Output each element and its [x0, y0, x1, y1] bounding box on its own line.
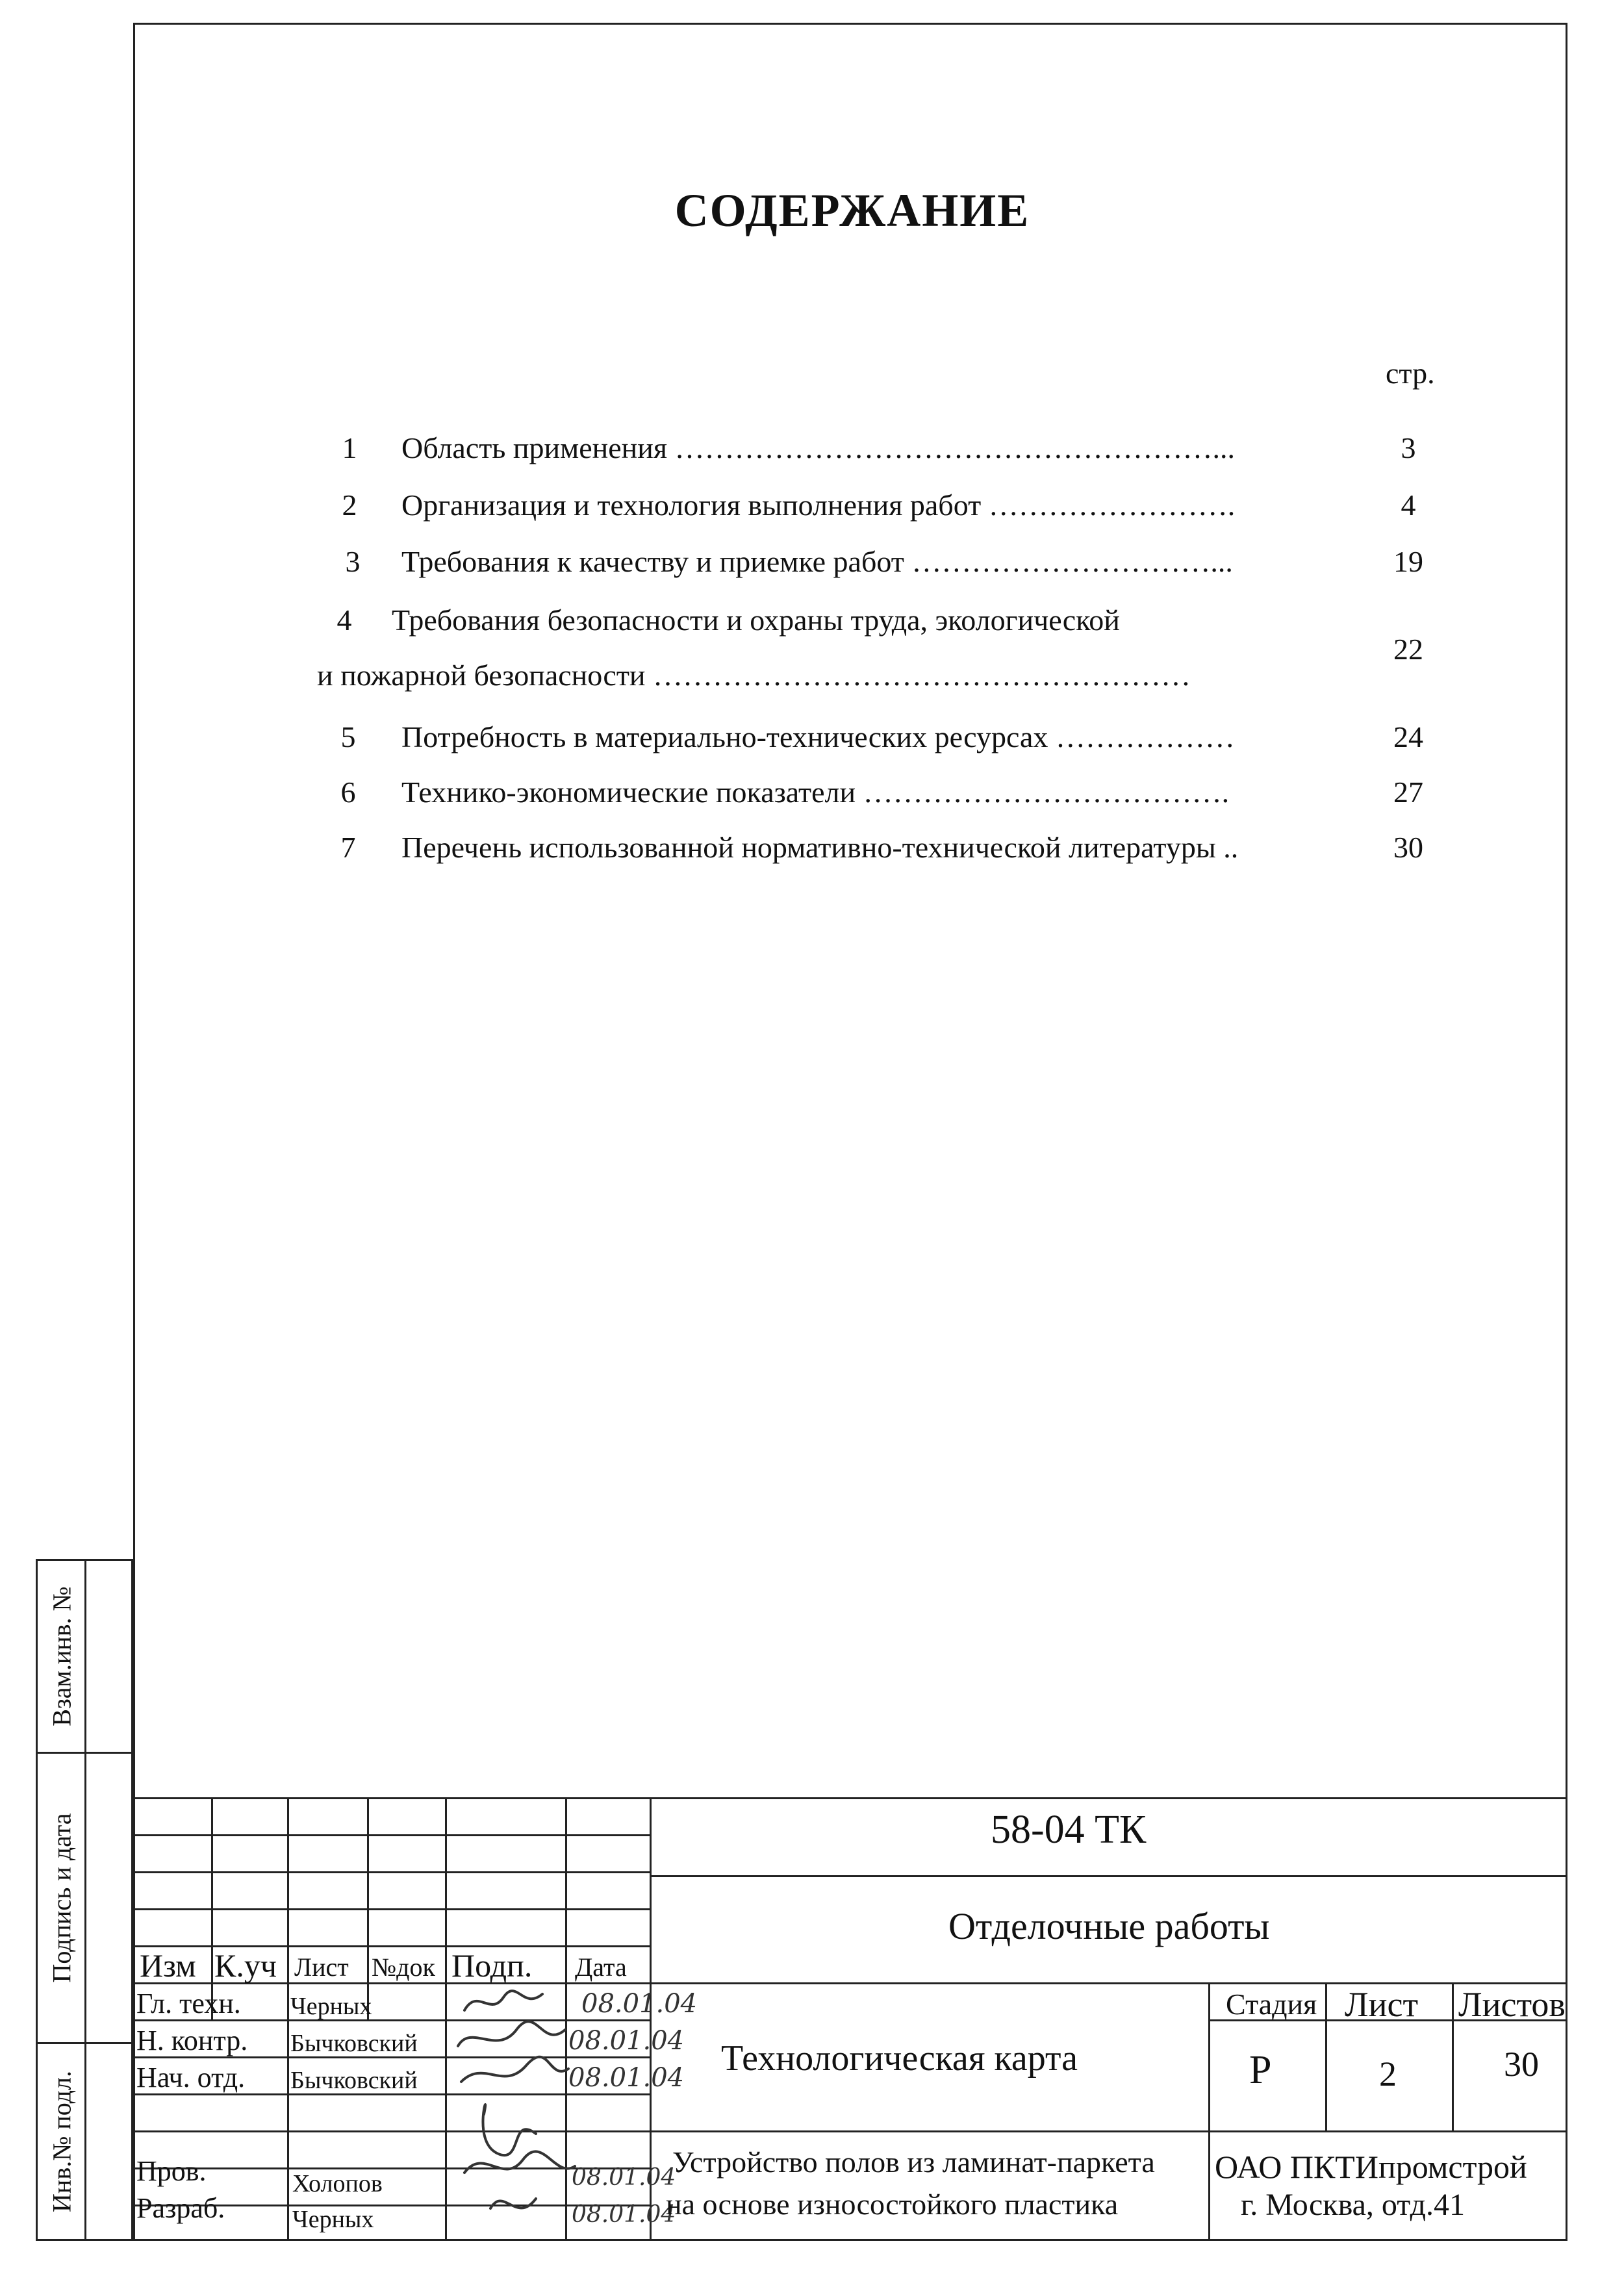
- toc-item-text: Область применения ………………………………………………...: [401, 431, 1236, 464]
- role-name: Холопов: [292, 2170, 383, 2197]
- sheet-value: 2: [1379, 2054, 1397, 2093]
- role-name: Черных: [290, 1993, 372, 2020]
- role-name: Черных: [292, 2206, 374, 2233]
- toc-item-text-continued: и пожарной безопасности ………………………………………………: [317, 659, 1191, 692]
- header-podp: Подп.: [451, 1947, 533, 1984]
- toc-item-number: 7: [340, 831, 356, 864]
- sheets-value: 30: [1504, 2045, 1539, 2084]
- sign-date: 08.01.04: [572, 2201, 676, 2228]
- toc-item-number: 6: [340, 776, 356, 809]
- side-cell-podpis: [36, 1752, 133, 2044]
- header-kuch: К.уч: [214, 1947, 277, 1984]
- org-line1: ОАО ПКТИпромстрой: [1215, 2149, 1527, 2185]
- toc-item: [135, 603, 1569, 700]
- toc-item-text: Перечень использованной нормативно-технической литературы ..: [401, 831, 1239, 864]
- side-label-podpis: Подпись и дата: [47, 1813, 77, 1983]
- role-label: Гл. техн.: [136, 1988, 241, 2019]
- toc-item-page: 22: [1393, 633, 1423, 666]
- org-line2: г. Москва, отд.41: [1241, 2188, 1465, 2222]
- toc-item: [135, 775, 1569, 814]
- role-name: Бычковский: [290, 2067, 418, 2094]
- toc-item-number: 1: [342, 431, 357, 464]
- side-strip: [36, 1559, 133, 2241]
- toc-item-page: 24: [1393, 720, 1423, 753]
- toc-item-text: Требования безопасности и охраны труда, экологической: [392, 603, 1120, 637]
- subject-line2: на основе износостойкого пластика: [666, 2188, 1119, 2221]
- toc-item-text: Требования к качеству и приемке работ …………………………...: [401, 545, 1233, 578]
- header-data: Дата: [575, 1952, 627, 1982]
- toc-item: [135, 830, 1569, 869]
- toc-item-number: 5: [340, 720, 356, 753]
- toc-item-text: Потребность в материально-технических ресурсах ………………: [401, 720, 1235, 753]
- title-block: [133, 1797, 1567, 2241]
- toc-item: [135, 431, 1569, 470]
- header-ndok: №док: [372, 1952, 435, 1982]
- toc-item-page: 3: [1401, 431, 1416, 464]
- toc-item-text: Организация и технология выполнения работ …………………….: [401, 488, 1236, 522]
- stage-value: Р: [1249, 2048, 1272, 2092]
- role-label: Н. контр.: [136, 2025, 248, 2056]
- role-label: Пров.: [136, 2155, 207, 2187]
- doc-type: Технологическая карта: [721, 2038, 1078, 2079]
- sign-date: 08.01.04: [568, 2063, 685, 2093]
- toc-page-label: стр.: [1386, 357, 1435, 390]
- header-izm: Изм: [140, 1947, 196, 1984]
- role-label: Нач. отд.: [136, 2062, 246, 2093]
- toc-item-page: 27: [1393, 776, 1423, 809]
- toc-item-number: 3: [345, 545, 361, 578]
- subject-line1: Устройство полов из ламинат-паркета: [672, 2145, 1155, 2179]
- side-label-inv: Инв.№ подл.: [47, 2071, 77, 2212]
- doc-code: 58-04 ТК: [991, 1808, 1147, 1852]
- sign-date: 08.01.04: [572, 2164, 676, 2191]
- role-name: Бычковский: [290, 2030, 418, 2057]
- side-cell-inv: [36, 2042, 133, 2241]
- toc-item-text: Технико-экономические показатели ……………………………….: [401, 776, 1230, 809]
- stage-label: Стадия: [1226, 1988, 1317, 2021]
- toc-item: [135, 488, 1569, 527]
- section-title: Отделочные работы: [948, 1905, 1270, 1947]
- sheets-label: Листов: [1458, 1985, 1566, 2024]
- toc-item-page: 4: [1401, 488, 1416, 522]
- toc-title: СОДЕРЖАНИЕ: [674, 184, 1030, 236]
- side-cell-vzam: [36, 1559, 133, 1754]
- toc-item-number: 4: [336, 603, 352, 637]
- toc-item: [135, 544, 1569, 583]
- sign-date: 08.01.04: [568, 2026, 685, 2056]
- toc-item-page: 30: [1393, 831, 1423, 864]
- toc-item-page: 19: [1393, 545, 1423, 578]
- sign-date: 08.01.04: [581, 1989, 698, 2019]
- toc-item: [135, 720, 1569, 759]
- toc-item-number: 2: [342, 488, 357, 522]
- header-list: Лист: [294, 1952, 349, 1982]
- sheet-label: Лист: [1345, 1985, 1419, 2024]
- role-label: Разраб.: [136, 2192, 225, 2224]
- side-label-vzam: Взам.инв. №: [47, 1586, 77, 1726]
